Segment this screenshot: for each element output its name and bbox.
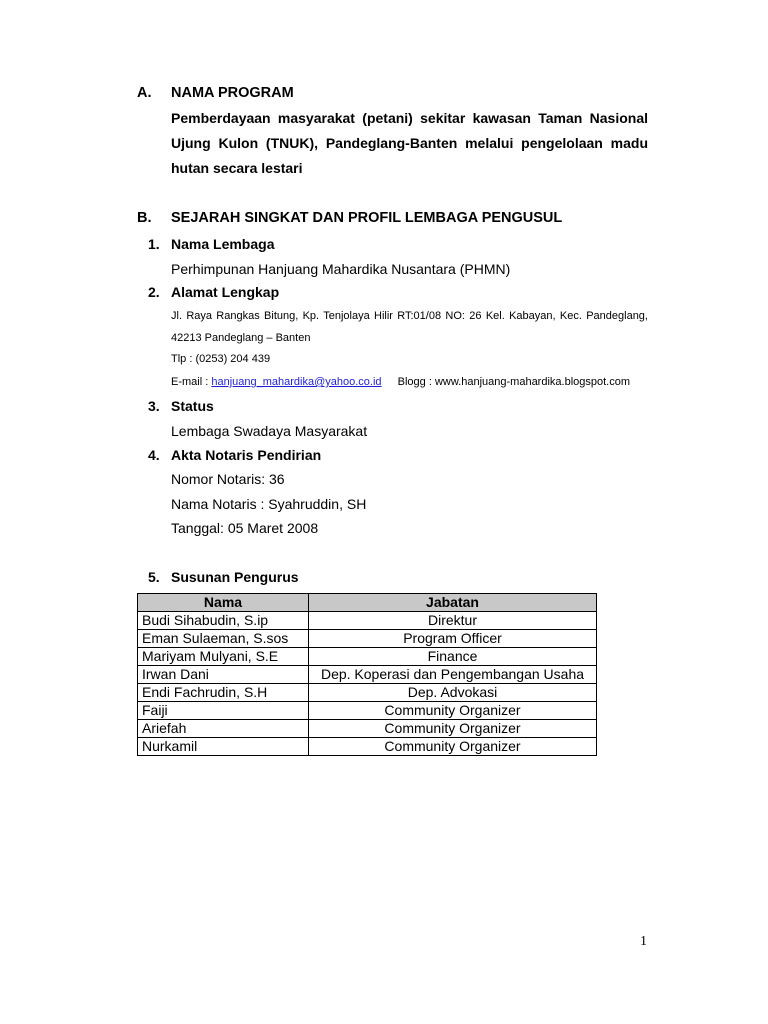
member-name: Mariyam Mulyani, S.E xyxy=(138,648,309,666)
blog-text: Blogg : www.hanjuang-mahardika.blogspot.com xyxy=(397,376,631,388)
nama-notaris: Nama Notaris : Syahruddin, SH xyxy=(171,496,367,512)
item-3-title: Status xyxy=(171,398,214,414)
status-value: Lembaga Swadaya Masyarakat xyxy=(171,423,368,439)
section-a-line: Pemberdayaan masyarakat (petani) sekitar kawasan Taman Nasional xyxy=(171,110,648,126)
item-5-number: 5. xyxy=(148,569,160,585)
member-name: Budi Sihabudin, S.ip xyxy=(138,612,309,630)
member-name: Irwan Dani xyxy=(138,666,309,684)
table-row xyxy=(138,684,597,702)
section-a-letter: A. xyxy=(137,85,152,101)
member-name: Endi Fachrudin, S.H xyxy=(138,684,309,702)
member-role: Program Officer xyxy=(309,630,597,648)
member-name: Faiji xyxy=(138,702,309,720)
member-name: Eman Sulaeman, S.sos xyxy=(138,630,309,648)
contact-line xyxy=(171,376,630,388)
member-role: Community Organizer xyxy=(309,702,597,720)
table-row xyxy=(138,720,597,738)
item-2-number: 2. xyxy=(148,284,160,300)
alamat-line: Jl. Raya Rangkas Bitung, Kp. Tenjolaya Hilir RT:01/08 NO: 26 Kel. Kabayan, Kec. Pandeglang, xyxy=(171,310,648,322)
alamat-line: 42213 Pandeglang – Banten xyxy=(171,332,311,344)
tanggal-akta: Tanggal: 05 Maret 2008 xyxy=(171,520,319,536)
member-name: Nurkamil xyxy=(138,738,309,756)
item-1-title: Nama Lembaga xyxy=(171,236,275,252)
table-row xyxy=(138,738,597,756)
section-b-letter: B. xyxy=(137,210,152,226)
nomor-notaris: Nomor Notaris: 36 xyxy=(171,471,285,487)
pengurus-table xyxy=(137,593,597,756)
member-role: Dep. Advokasi xyxy=(309,684,597,702)
item-1-number: 1. xyxy=(148,236,160,252)
page-number: 1 xyxy=(640,934,647,949)
member-role: Community Organizer xyxy=(309,720,597,738)
email-label: E-mail : xyxy=(171,376,209,388)
section-a-line: Ujung Kulon (TNUK), Pandeglang-Banten melalui pengelolaan madu xyxy=(171,135,648,151)
table-header-row xyxy=(138,594,597,612)
section-a-title: NAMA PROGRAM xyxy=(171,85,294,101)
table-row xyxy=(138,630,597,648)
item-5-title: Susunan Pengurus xyxy=(171,569,299,585)
item-4-number: 4. xyxy=(148,447,160,463)
alamat-address xyxy=(171,305,648,349)
table-row xyxy=(138,702,597,720)
table-row xyxy=(138,612,597,630)
telephone: Tlp : (0253) 204 439 xyxy=(171,353,271,365)
table-row xyxy=(138,648,597,666)
section-a-line: hutan secara lestari xyxy=(171,160,303,176)
section-b-title: SEJARAH SINGKAT DAN PROFIL LEMBAGA PENGUSUL xyxy=(171,210,563,226)
item-4-title: Akta Notaris Pendirian xyxy=(171,447,322,463)
item-3-number: 3. xyxy=(148,398,160,414)
member-role: Direktur xyxy=(309,612,597,630)
header-nama: Nama xyxy=(138,594,309,612)
member-role: Dep. Koperasi dan Pengembangan Usaha xyxy=(309,666,597,684)
header-jabatan: Jabatan xyxy=(309,594,597,612)
email-link[interactable]: hanjuang_mahardika@yahoo.co.id xyxy=(211,376,382,388)
member-name: Ariefah xyxy=(138,720,309,738)
member-role: Community Organizer xyxy=(309,738,597,756)
table-row xyxy=(138,666,597,684)
section-a-description xyxy=(171,106,648,181)
nama-lembaga-value: Perhimpunan Hanjuang Mahardika Nusantara (PHMN) xyxy=(171,261,511,277)
item-2-title: Alamat Lengkap xyxy=(171,284,280,300)
member-role: Finance xyxy=(309,648,597,666)
